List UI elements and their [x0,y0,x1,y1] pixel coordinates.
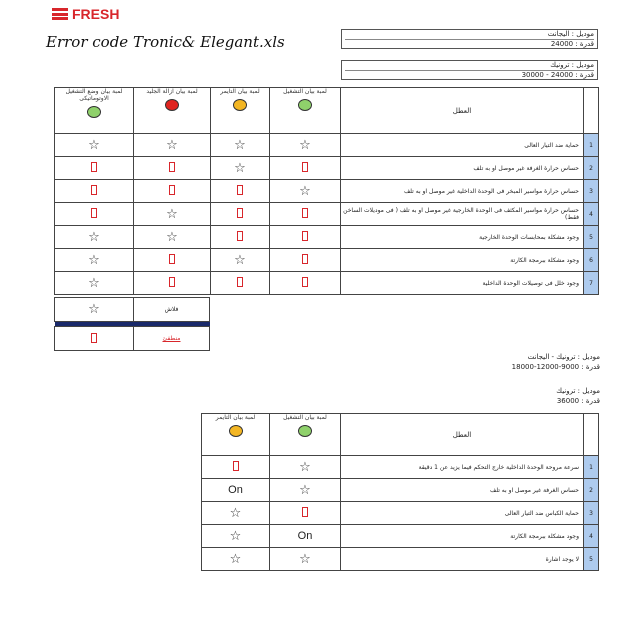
off-lamp-icon [169,185,175,195]
status-cell [134,203,211,226]
row-number: 4 [584,525,599,548]
header-timer-lamp [202,414,270,456]
info-model: موديل : ترونيك - اليجانت [527,353,600,361]
star-icon: ☆ [229,551,242,567]
header-defrost-lamp [134,88,211,134]
status-cell [134,157,211,180]
document-title: Error code Tronic& Elegant.xls [46,33,285,51]
row-number: 1 [584,456,599,479]
off-lamp-icon [237,208,243,218]
info-capacity: قدرة : 24000 - 30000 [521,71,594,79]
off-lamp-icon [91,162,97,172]
brand-logo [52,6,119,22]
status-cell [270,479,341,502]
legend-row [55,298,210,322]
brand-name: FRESH [72,6,120,22]
symbol-legend [54,297,210,351]
status-cell [211,180,270,203]
off-lamp-icon [302,277,308,287]
timer-lamp-icon [229,425,243,437]
star-icon: ☆ [234,160,246,176]
fault-description: حماية ضد التيار العالى [341,134,584,157]
on-label: On [228,484,243,496]
header-num [584,88,599,134]
table-row [55,272,599,295]
fault-description: وجود مشكلة ببرمجة الكارتة [341,525,584,548]
status-cell [270,226,341,249]
legend-star-cell [55,298,134,322]
table-row [55,226,599,249]
row-number: 6 [584,249,599,272]
header-num [584,414,599,456]
status-cell [270,502,341,525]
header-label: لمبة بيان التشغيل [283,88,327,95]
status-cell [134,134,211,157]
row-number: 5 [584,548,599,571]
star-icon: ☆ [234,252,246,268]
star-icon: ☆ [299,551,311,567]
header-run-lamp [270,414,341,456]
star-icon: ☆ [299,137,311,153]
row-number: 3 [584,180,599,203]
header-label: لمبة بيان التايمر [215,414,256,421]
status-cell [55,249,134,272]
status-cell [55,272,134,295]
star-icon: ☆ [166,229,178,245]
status-cell [211,203,270,226]
star-icon: ☆ [88,252,100,268]
off-lamp-icon [233,461,239,471]
off-lamp-icon [169,277,175,287]
star-icon: ☆ [299,183,311,199]
fault-description: سرعة مروحة الوحدة الداخلية خارج التحكم فيما يزيد عن 1 دقيقة [341,456,584,479]
off-lamp-icon [302,254,308,264]
info-box-elegant [341,29,598,49]
table-row [55,134,599,157]
header-fault: العطل [341,414,584,456]
table-row [202,548,599,571]
status-cell [270,249,341,272]
table-row [55,180,599,203]
status-cell [270,180,341,203]
status-cell [270,548,341,571]
off-lamp-icon [91,185,97,195]
info-capacity: قدرة : 9000-12000-18000 [511,363,600,371]
info-model: موديل : ترونيك [556,387,600,395]
row-number: 1 [584,134,599,157]
status-cell [134,226,211,249]
off-lamp-icon [302,162,308,172]
fault-description: حساس حرارة مواسير المبخر فى الوحدة الداخلية غير موصل او به تلف [341,180,584,203]
error-table-tronic-elegant-small [201,413,599,571]
table-header-row [202,414,599,456]
info-model: موديل : اليجانت [345,30,594,40]
header-label: لمبة بيان التشغيل [283,414,327,421]
fresh-logo-icon [52,8,68,20]
fault-description: حماية الكباس ضد التيار العالى [341,502,584,525]
off-lamp-icon [302,231,308,241]
row-number: 7 [584,272,599,295]
star-icon: ☆ [88,137,100,153]
row-number: 4 [584,203,599,226]
row-number: 2 [584,157,599,180]
info-text-tronic-elegant [500,352,600,372]
fault-description: حساس حرارة الغرفة غير موصل او به تلف [341,157,584,180]
info-box-tronic [341,60,598,80]
row-number: 3 [584,502,599,525]
header-label: لمبة بيان ازالة الجليد [146,88,198,95]
status-cell [202,456,270,479]
star-icon: ☆ [88,275,100,291]
star-icon: ☆ [88,229,100,245]
status-cell [202,548,270,571]
table-header-row [55,88,599,134]
auto-lamp-icon [87,106,101,118]
defrost-lamp-icon [165,99,179,111]
status-cell [211,272,270,295]
status-cell [134,272,211,295]
status-cell [202,502,270,525]
off-lamp-icon [237,231,243,241]
off-lamp-icon [91,333,97,343]
legend-off-label: منطفئ [134,327,210,351]
run-lamp-icon [298,425,312,437]
legend-row [55,327,210,351]
status-cell [55,134,134,157]
status-cell [134,180,211,203]
status-cell [211,134,270,157]
fault-description: وجود مشكلة ببرمجة الكارتة [341,249,584,272]
off-lamp-icon [302,208,308,218]
star-icon: ☆ [299,459,311,475]
status-cell [202,479,270,502]
status-cell [270,134,341,157]
fault-description: وجود خلل فى توصيلات الوحدة الداخلية [341,272,584,295]
header-run-lamp [270,88,341,134]
off-lamp-icon [237,277,243,287]
table-row [202,525,599,548]
fault-description: حساس حرارة مواسير المكثف فى الوحدة الخارجية غير موصل او به تلف ( فى موديلات الساخن فقط) [341,203,584,226]
star-icon: ☆ [234,137,246,153]
status-cell [211,226,270,249]
star-icon: ☆ [299,482,311,498]
header-auto-lamp [55,88,134,134]
legend-off-cell [55,327,134,351]
off-lamp-icon [302,507,308,517]
status-cell [270,157,341,180]
star-icon: ☆ [166,137,178,153]
table-row [202,456,599,479]
row-number: 2 [584,479,599,502]
off-lamp-icon [91,208,97,218]
fault-description: لا يوجد اشارة [341,548,584,571]
status-cell [211,157,270,180]
fault-description: وجود مشكلة بمحابسات الوحدة الخارجية [341,226,584,249]
run-lamp-icon [298,99,312,111]
info-capacity: قدرة : 24000 [550,40,594,48]
status-cell [202,525,270,548]
star-icon: ☆ [229,505,242,521]
status-cell [270,272,341,295]
table-row [202,479,599,502]
header-label: لمبة بيان التايمر [220,88,260,95]
timer-lamp-icon [233,99,247,111]
table-row [55,157,599,180]
status-cell [55,157,134,180]
status-cell [55,203,134,226]
off-lamp-icon [237,185,243,195]
on-label: On [297,530,313,542]
star-icon: ☆ [229,528,242,544]
off-lamp-icon [169,254,175,264]
star-icon: ☆ [166,206,178,222]
info-model: موديل : ترونيك [345,61,594,71]
status-cell [270,203,341,226]
header-fault: العطل [341,88,584,134]
table-row [55,249,599,272]
info-capacity: قدرة : 36000 [556,397,600,405]
status-cell [55,226,134,249]
table-row [202,502,599,525]
fault-description: حساس الغرفة غير موصل او به تلف [341,479,584,502]
table-row [55,203,599,226]
row-number: 5 [584,226,599,249]
error-table-elegant-tronic [54,87,599,295]
status-cell [270,456,341,479]
star-icon: ☆ [88,302,100,317]
header-label: لمبة بيان وضع التشغيل الاوتوماتيكى [65,88,123,102]
status-cell [211,249,270,272]
info-text-tronic [500,386,600,406]
header-timer-lamp [211,88,270,134]
legend-flash-label: فلاش [134,298,210,322]
status-cell [270,525,341,548]
status-cell [55,180,134,203]
off-lamp-icon [169,162,175,172]
status-cell [134,249,211,272]
